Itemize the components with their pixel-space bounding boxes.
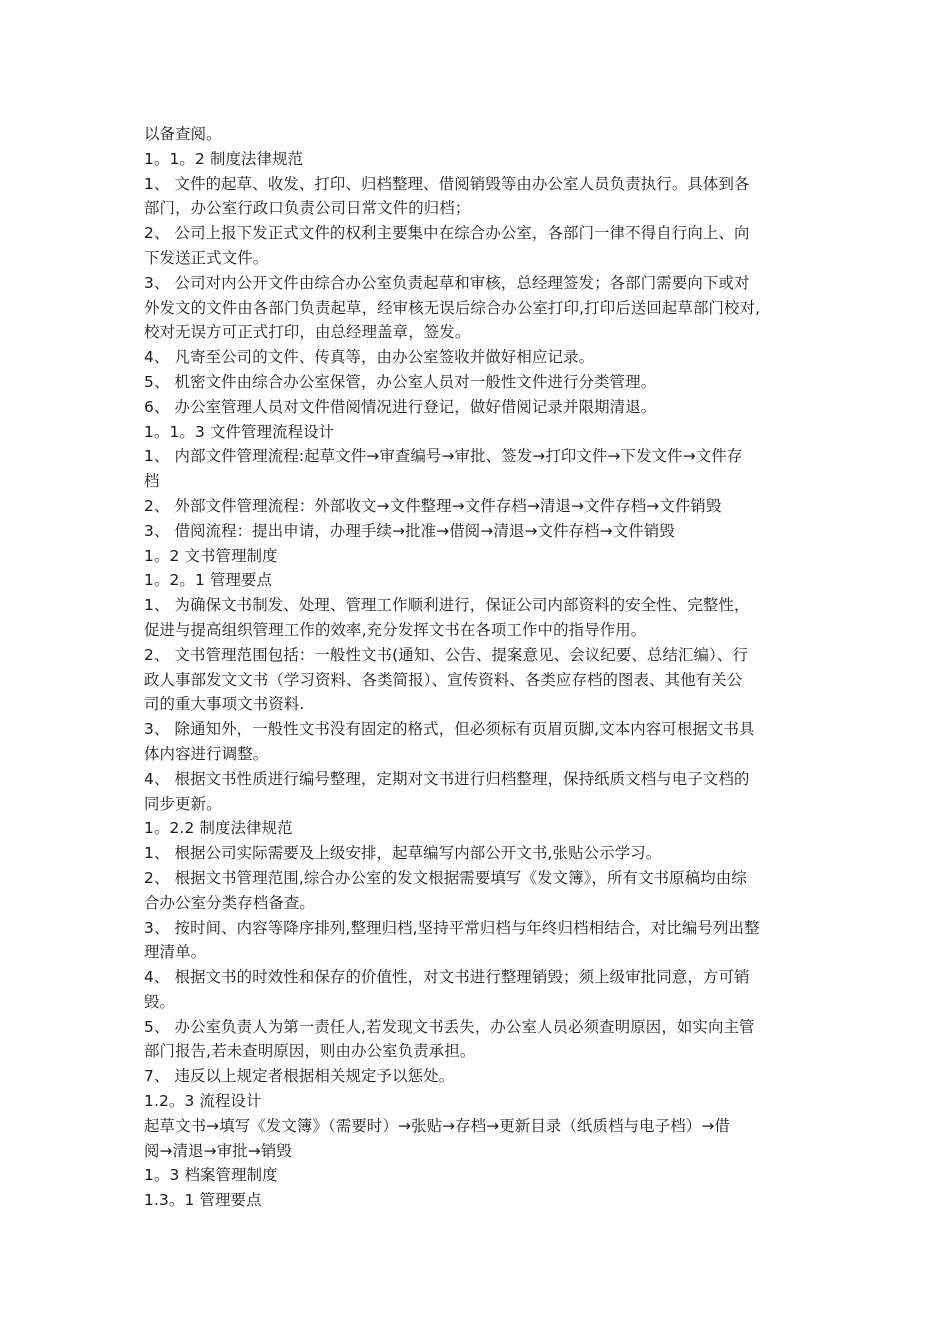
text-line: 1。2.2 制度法律规范 bbox=[144, 819, 293, 838]
text-line: 2、 根据文书管理范围,综合办公室的发文根据需要填写《发文簿》，所有文书原稿均由综 bbox=[144, 868, 747, 887]
text-line: 1、 内部文件管理流程:起草文件→审查编号→审批、签发→打印文件→下发文件→文件存 bbox=[144, 447, 743, 466]
text-line: 2、 公司上报下发正式文件的权利主要集中在综合办公室，各部门一律不得自行向上、向 bbox=[144, 224, 750, 243]
text-line: 1.3。1 管理要点 bbox=[144, 1191, 262, 1210]
text-line: 3、 按时间、内容等降序排列,整理归档,坚持平常归档与年终归档相结合，对比编号列出整 bbox=[144, 918, 760, 937]
text-line: 部门报告,若未查明原因，则由办公室负责承担。 bbox=[144, 1042, 476, 1061]
text-line: 2、 外部文件管理流程：外部收文→文件整理→文件存档→清退→文件存档→文件销毁 bbox=[144, 496, 722, 515]
text-line: 5、 办公室负责人为第一责任人,若发现文书丢失，办公室人员必须查明原因，如实向主管 bbox=[144, 1017, 755, 1036]
text-line: 起草文书→填写《发文簿》（需要时）→张贴→存档→更新目录（纸质档与电子档）→借 bbox=[144, 1116, 730, 1135]
text-line: 3、 公司对内公开文件由综合办公室负责起草和审核，总经理签发；各部门需要向下或对 bbox=[144, 273, 750, 292]
text-line: 7、 违反以上规定者根据相关规定予以惩处。 bbox=[144, 1067, 455, 1086]
text-line: 1。3 档案管理制度 bbox=[144, 1166, 278, 1185]
text-line: 1.2。3 流程设计 bbox=[144, 1092, 262, 1111]
text-line: 以备查阅。 bbox=[144, 125, 222, 143]
text-line: 1。1。2 制度法律规范 bbox=[144, 149, 304, 168]
text-line: 1、 文件的起草、收发、打印、归档整理、借阅销毁等由办公室人员负责执行。具体到各 bbox=[144, 174, 750, 193]
text-line: 4、 根据文书性质进行编号整理，定期对文书进行归档整理，保持纸质文档与电子文档的 bbox=[144, 769, 750, 788]
text-line: 4、 根据文书的时效性和保存的价值性，对文书进行整理销毁；须上级审批同意，方可销 bbox=[144, 968, 750, 987]
text-line: 阅→清退→审批→销毁 bbox=[144, 1141, 292, 1160]
text-line: 政人事部发文文书（学习资料、各类简报）、宣传资料、各类应存档的图表、其他有关公 bbox=[144, 670, 743, 689]
text-line: 毁。 bbox=[144, 992, 176, 1011]
text-line: 3、 除通知外，一般性文书没有固定的格式，但必须标有页眉页脚,文本内容可根据文书具 bbox=[144, 720, 755, 739]
text-line: 下发送正式文件。 bbox=[144, 248, 269, 267]
text-line: 校对无误方可正式打印，由总经理盖章，签发。 bbox=[144, 323, 471, 342]
text-line: 促进与提高组织管理工作的效率,充分发挥文书在各项工作中的指导作用。 bbox=[144, 620, 647, 639]
text-line: 1。1。3 文件管理流程设计 bbox=[144, 422, 335, 441]
text-line: 1、 为确保文书制发、处理、管理工作顺利进行，保证公司内部资料的安全性、完整性， bbox=[144, 596, 750, 615]
text-line: 司的重大事项文书资料. bbox=[144, 695, 305, 714]
text-line: 档 bbox=[144, 472, 160, 491]
text-line: 5、 机密文件由综合办公室保管，办公室人员对一般性文件进行分类管理。 bbox=[144, 372, 657, 391]
text-line: 同步更新。 bbox=[144, 794, 222, 813]
text-line: 6、 办公室管理人员对文件借阅情况进行登记，做好借阅记录并限期清退。 bbox=[144, 397, 657, 416]
text-line: 1。2 文书管理制度 bbox=[144, 546, 278, 565]
text-line: 2、 文书管理范围包括：一般性文书(通知、公告、提案意见、会议纪要、总结汇编）、行 bbox=[144, 645, 748, 664]
text-line: 合办公室分类存档备查。 bbox=[144, 893, 315, 912]
text-line: 理清单。 bbox=[144, 943, 207, 962]
text-line: 外发文的文件由各部门负责起草，经审核无误后综合办公室打印,打印后送回起草部门校对, bbox=[144, 298, 761, 317]
text-line: 1。2。1 管理要点 bbox=[144, 571, 273, 590]
text-line: 部门，办公室行政口负责公司日常文件的归档； bbox=[144, 199, 471, 218]
text-line: 1、 根据公司实际需要及上级安排，起草编写内部公开文书,张贴公示学习。 bbox=[144, 844, 662, 863]
text-line: 体内容进行调整。 bbox=[144, 744, 269, 763]
text-line: 4、 凡寄至公司的文件、传真等，由办公室签收并做好相应记录。 bbox=[144, 348, 595, 367]
text-line: 3、 借阅流程：提出申请，办理手续→批准→借阅→清退→文件存档→文件销毁 bbox=[144, 521, 675, 540]
document-page bbox=[144, 122, 816, 1213]
